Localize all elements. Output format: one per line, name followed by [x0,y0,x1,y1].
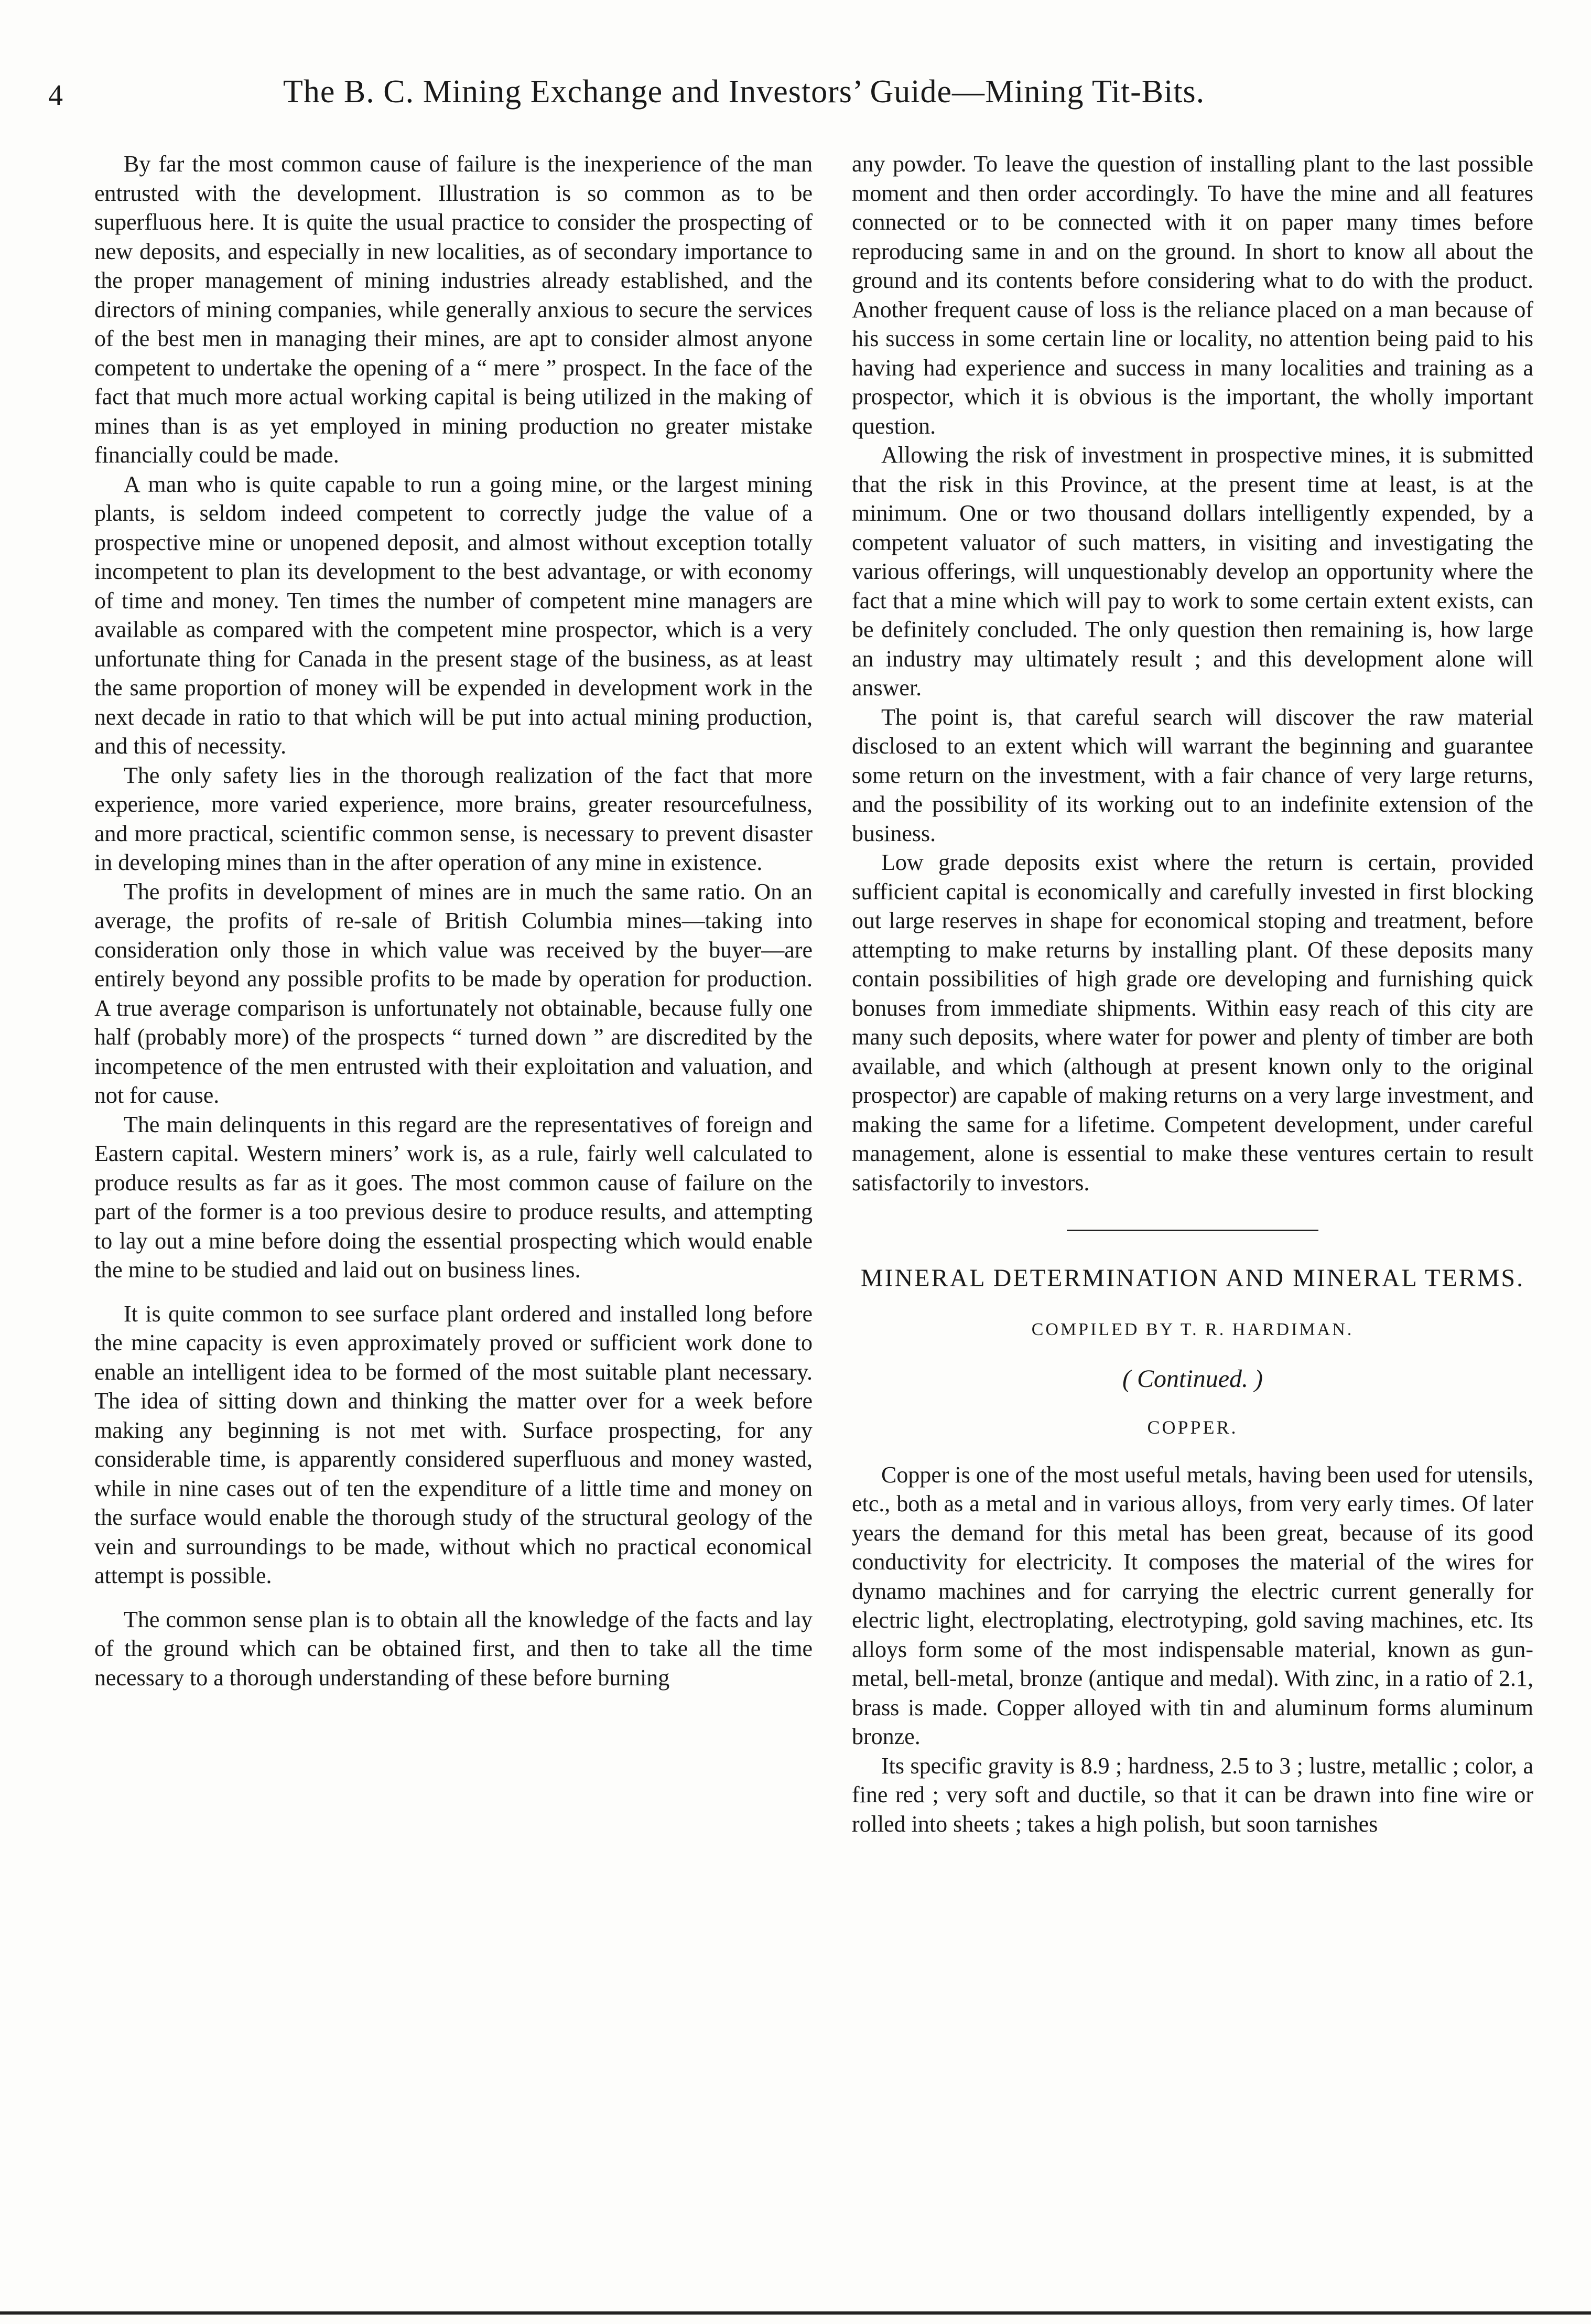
paragraph: A man who is quite capable to run a going mine, or the largest mining plants, is seldom indeed competent to correctly judge the value of a prospective mine or unopened deposit, and almost without exception totally incompetent to plan its development to the best advantage, or with economy of time and money. Ten times the number of competent mine managers are available as compared with the competent mine prospector, which is a very unfortunate thing for Canada in the present stage of the business, as at least the same proportion of money will be expended in development work in the next decade in ratio to that which will be put into actual mining production, and this of necessity. [94,471,813,759]
section-byline: COMPILED BY T. R. HARDIMAN. [1031,1320,1354,1339]
paragraph: The profits in development of mines are in much the same ratio. On an average, the profits of re-sale of British Columbia mines—taking into consideration only those in which value was received by the buyer—are entirely beyond any possible profits to be made by operation for production. A true average comparison is unfortunately not obtainable, because fully one half (probably more) of the prospects “ turned down ” are discredited by the incompetence of the men entrusted with their exploitation and valuation, and not for cause. [94,878,813,1108]
section-divider [1067,1230,1318,1231]
paragraph: Allowing the risk of investment in prospective mines, it is submitted that the risk in this Province, at the present time at least, is at the minimum. One or two thousand dollars intelligently expended, by a competent valuator of such matters, in visiting and investigating the various offerings, will unquestionably develop an opportunity where the fact that a mine which will pay to work to some certain extent exists, can be definitely concluded. The only question then remaining is, how large an industry may ultimately result ; and this development alone will answer. [852,442,1533,701]
left-column [94,149,813,1692]
paragraph: Its specific gravity is 8.9 ; hardness, 2.5 to 3 ; lustre, metallic ; color, a fine red ; very soft and ductile, so that it can be drawn into fine wire or rolled into sheets ; takes a high polish, but soon tarnishes [852,1752,1533,1837]
paragraph: The main delinquents in this regard are the representatives of foreign and Eastern capital. Western miners’ work is, as a rule, fairly well calculated to produce results as far as it goes. The most common cause of failure on the part of the former is a too previous desire to produce results, and attempting to lay out a mine before doing the essential prospecting which would enable the mine to be studied and laid out on business lines. [94,1111,813,1283]
paragraph: It is quite common to see surface plant ordered and installed long before the mine capacity is even approximately proved or sufficient work done to enable an intelligent idea to be formed of the most suitable plant necessary. The idea of sitting down and thinking the matter over for a week before making any beginning is not met with. Surface prospecting, for any considerable time, is apparently considered superfluous and money wasted, while in nine cases out of ten the expenditure of a little time and money on the surface would enable the thorough study of the structural geology of the vein and surroundings to be made, without which no practical economical attempt is possible. [94,1300,813,1588]
bottom-border [0,2311,1591,2315]
paragraph: any powder. To leave the question of installing plant to the last possible moment and then order accordingly. To have the mine and all features connected or to be connected with it on paper many times before reproducing same in and on the ground. In short to know all about the ground and its contents before considering what to do with the product. Another frequent cause of loss is the reliance placed on a man because of his success in some certain line or locality, no attention being paid to his having had experience and success in many localities and training as a prospector, which it is obvious is the important, the wholly important question. [852,151,1533,439]
section-title: MINERAL DETERMINATION AND MINERAL TERMS. [860,1264,1525,1292]
right-column [852,149,1533,1838]
page-number: 4 [48,79,63,112]
paragraph: The common sense plan is to obtain all the knowledge of the facts and lay of the ground which can be obtained first, and then to take all the time necessary to a thorough understanding of these before burning [94,1606,813,1691]
subheading-copper: COPPER. [1147,1417,1238,1438]
paragraph: The only safety lies in the thorough realization of the fact that more experience, more varied experience, more brains, greater resourcefulness, and more practical, scientific common sense, is necessary to prevent disaster in developing mines than in the after operation of any mine in existence. [94,762,813,875]
running-title: The B. C. Mining Exchange and Investors’ Guide—Mining Tit-Bits. [283,74,1205,110]
paragraph: Low grade deposits exist where the return is certain, provided sufficient capital is economically and carefully invested in first blocking out large reserves in shape for economical stoping and treatment, before attempting to make returns by installing plant. Of these deposits many contain possibilities of high grade ore developing and furnishing quick bonuses from immediate shipments. Within easy reach of this city are many such deposits, where water for power and plenty of timber are both available, and which (although at present known only to the original prospector) are capable of making returns on a very large investment, and making the same for a lifetime. Competent development, under careful management, alone is essential to make these ventures certain to result satisfactorily to investors. [852,849,1533,1196]
continued-note: ( Continued. ) [1122,1364,1263,1393]
paragraph: Copper is one of the most useful metals, having been used for utensils, etc., both as a metal and in various alloys, from very early times. Of later years the demand for this metal has been great, because of its good conductivity for electricity. It composes the material of the wires for dynamo machines and for carrying the electric current generally for electric light, electroplating, electrotyping, gold saving machines, etc. Its alloys form some of the most indispensable material, known as gun-metal, bell-metal, bronze (antique and medal). With zinc, in a ratio of 2.1, brass is made. Copper alloyed with tin and aluminum forms aluminum bronze. [852,1461,1533,1749]
paragraph: The point is, that careful search will discover the raw material disclosed to an extent which will warrant the beginning and guarantee some return on the investment, with a fair chance of very large returns, and the possibility of its working out to an indefinite extension of the business. [852,704,1533,846]
paragraph: By far the most common cause of failure is the inexperience of the man entrusted with the development. Illustration is so common as to be superfluous here. It is quite the usual practice to consider the prospecting of new deposits, and especially in new localities, as of secondary importance to the proper management of mining industries already established, and the directors of mining companies, while generally anxious to secure the services of the best men in managing their mines, are apt to consider almost anyone competent to undertake the opening of a “ mere ” prospect. In the face of the fact that much more actual working capital is being utilized in the making of mines than is as yet employed in mining production no greater mistake financially could be made. [94,151,813,468]
